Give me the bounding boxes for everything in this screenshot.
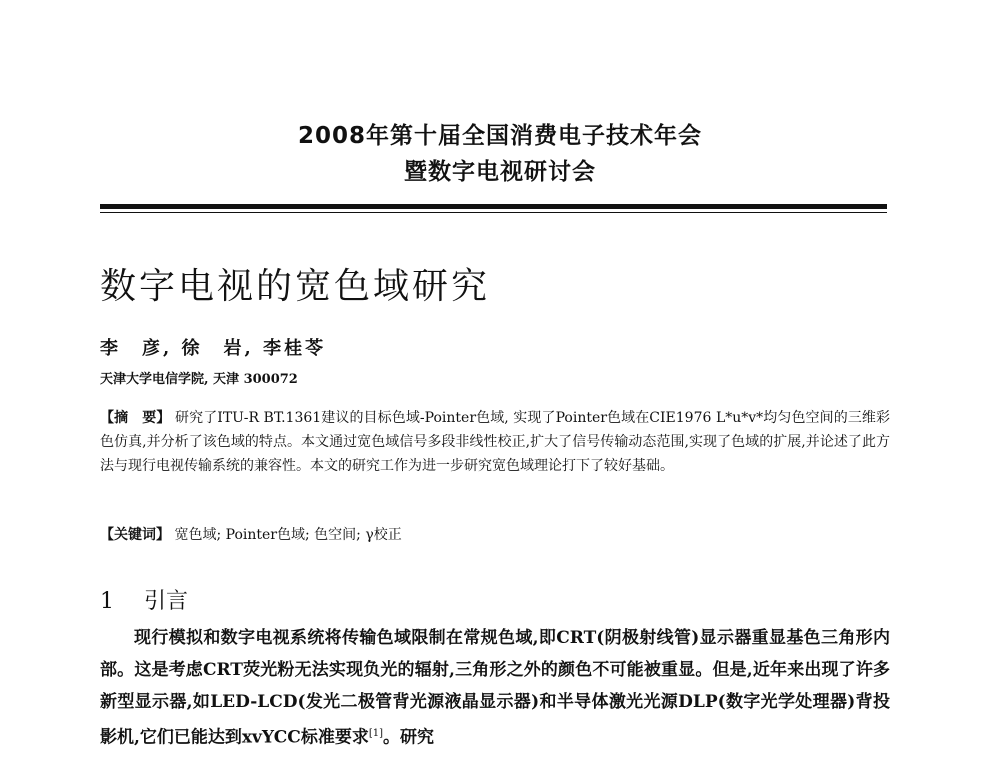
- paper-affiliation: 天津大学电信学院, 天津 300072: [100, 372, 298, 387]
- abstract-label: 【摘 要】: [100, 410, 171, 426]
- section-title: 引言: [144, 589, 189, 614]
- conference-title-line2: 暨数字电视研讨会: [404, 159, 596, 185]
- citation-ref: [1]: [368, 728, 384, 739]
- section-heading: [100, 584, 188, 615]
- paper-title: 数字电视的宽色域研究: [100, 266, 491, 307]
- conference-header: [0, 118, 1000, 190]
- abstract-block: [100, 406, 890, 478]
- paragraph-tail: 。研究: [383, 727, 435, 748]
- header-rule-thin: [100, 212, 887, 213]
- section-number: 1: [100, 589, 114, 614]
- section-paragraph: [100, 622, 890, 754]
- paper-authors: 李 彦, 徐 岩, 李桂苓: [100, 338, 327, 359]
- keywords-label: 【关键词】: [100, 527, 170, 543]
- keywords-text: 宽色域; Pointer色域; 色空间; γ校正: [174, 527, 402, 543]
- header-rule-thick: [100, 204, 887, 209]
- abstract-text: 研究了ITU-R BT.1361建议的目标色域-Pointer色域, 实现了Pointer色域在CIE1976 L*u*v*均匀色空间的三维彩色仿真,并分析了该色域的特点。本文通过宽色域信号多段非线性校正,扩大了信号传输动态范围,实现了色域的扩展,并论述了此方法与现行电视传输系统的兼容性。本文的研究工作为进一步研究宽色域理论打下了较好基础。: [100, 410, 890, 474]
- conference-title-line1: 2008年第十届全国消费电子技术年会: [297, 123, 702, 149]
- keywords-block: [100, 523, 402, 547]
- paragraph-text: 现行模拟和数字电视系统将传输色域限制在常规色域,即CRT(阴极射线管)显示器重显基色三角形内部。这是考虑CRT荧光粉无法实现负光的辐射,三角形之外的颜色不可能被重显。但是,近年来出现了许多新型显示器,如LED-LCD(发光二极管背光源液晶显示器)和半导体激光光源DLP(数字光学处理器)背投影机,它们已能达到xvYCC标准要求: [100, 628, 890, 748]
